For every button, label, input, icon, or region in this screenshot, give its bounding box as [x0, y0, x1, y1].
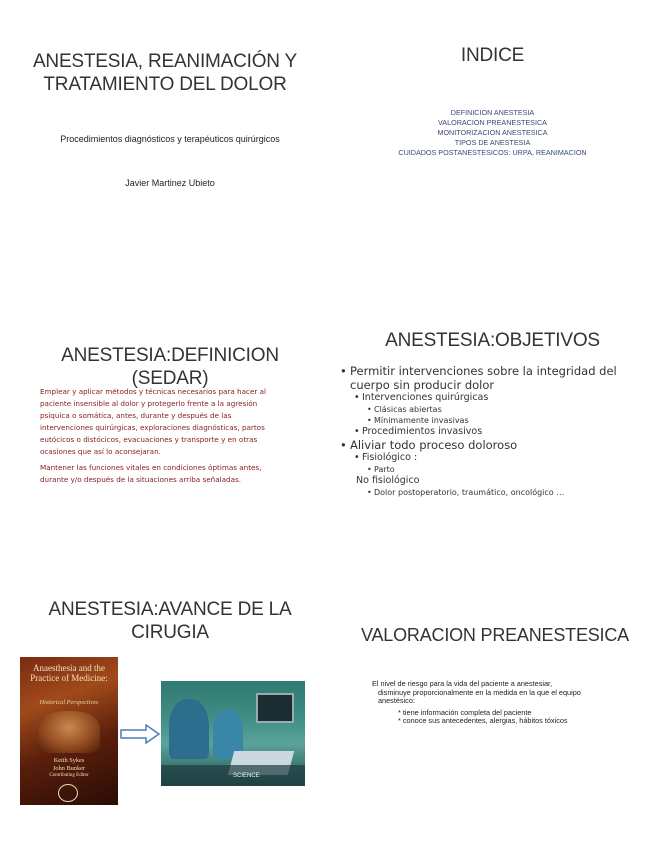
- slide-6-title: VALORACION PREANESTESICA: [361, 625, 629, 645]
- para-line: anestésico:: [378, 696, 415, 705]
- index-item: CUIDADOS POSTANESTESICOS: URPA, REANIMACION: [398, 148, 587, 157]
- slide-1-title: [20, 50, 310, 96]
- photo-watermark: SCIENCE: [233, 773, 260, 779]
- slide-1-subtitle: Procedimientos diagnósticos y terapéuticos quirúrgicos: [60, 134, 280, 144]
- list-item: • Dolor postoperatorio, traumático, oncológico …: [340, 487, 635, 498]
- list-item: * tiene información completa del paciente: [398, 707, 532, 717]
- title-line-1: ANESTESIA, REANIMACIÓN Y: [32, 51, 298, 72]
- book-cover-image: [20, 657, 118, 805]
- slide-4-title: ANESTESIA:OBJETIVOS: [385, 330, 600, 351]
- list-item: • Aliviar todo proceso doloroso: [340, 438, 635, 452]
- operating-room-photo: [161, 681, 305, 786]
- list-item: • Fisiológico :: [340, 452, 635, 464]
- title-line-2: TRATAMIENTO DEL DOLOR: [43, 74, 287, 95]
- definition-para-1: Emplear y aplicar métodos y técnicas necesarios para hacer al paciente insensible al dolor y protegerlo frente a la agresión psíquica o somática, antes, durante y después de las intervenciones quirúrgicas, exploraciones diagnósticas, partos eutócicos o distócicos, evacuaciones y transporte y en otras ocasiones que así lo aconsejaran.: [40, 387, 267, 456]
- book-authors: [24, 757, 114, 780]
- book-author-note: Contributing Editor: [49, 773, 89, 778]
- book-subtitle: Historical Perspectives: [39, 699, 99, 706]
- slide-1-author: Javier Martinez Ubieto: [125, 178, 215, 188]
- list-item: No fisiológico: [356, 475, 420, 486]
- title-line-1: ANESTESIA:AVANCE DE LA: [48, 599, 292, 620]
- para-line: disminuye proporcionalmente en la medida en la que el equipo: [378, 687, 581, 697]
- list-item: • Permitir intervenciones sobre la integridad del cuerpo sin producir dolor: [340, 364, 635, 392]
- slide-5-title: [30, 598, 310, 644]
- index-item: DEFINICION ANESTESIA: [450, 108, 535, 117]
- slide-2-index-list: [380, 108, 605, 158]
- title-line-2: CIRUGIA: [131, 622, 209, 643]
- definition-para-2: Mantener las funciones vitales en condiciones óptimas antes, durante y/o después de la situaciones arriba señaladas.: [40, 463, 262, 484]
- book-author: John Bunker: [52, 764, 85, 772]
- index-item: VALORACION PREANESTESICA: [438, 118, 547, 127]
- photo-monitor: [256, 693, 294, 723]
- list-item: • Procedimientos invasivos: [340, 426, 635, 438]
- list-item: • Mínimamente invasivas: [340, 415, 635, 426]
- objectives-list: [340, 364, 635, 498]
- list-item: * conoce sus antecedentes, alergias, hábitos tóxicos: [398, 716, 568, 725]
- photo-figure: [169, 699, 209, 759]
- right-arrow-icon: [120, 724, 160, 744]
- list-item: • Clásicas abiertas: [340, 404, 635, 415]
- valoracion-paragraph: [372, 680, 642, 726]
- book-illustration: [38, 711, 100, 753]
- index-item: MONITORIZACION ANESTESICA: [437, 128, 548, 137]
- list-item: • Parto: [340, 464, 635, 475]
- slide-3-title: ANESTESIA:DEFINICION (SEDAR): [61, 345, 279, 389]
- book-title: Anaesthesia and the Practice of Medicine:: [30, 663, 108, 683]
- list-item: • Intervenciones quirúrgicas: [340, 392, 635, 404]
- book-seal-icon: [58, 784, 78, 802]
- index-item: TIPOS DE ANESTESIA: [454, 138, 531, 147]
- slide-1: [20, 50, 310, 96]
- slide-2-title: INDICE: [460, 45, 525, 66]
- book-author: Keith Sykes: [53, 757, 85, 764]
- para-line: El nivel de riesgo para la vida del paciente a anestesiar,: [372, 679, 553, 688]
